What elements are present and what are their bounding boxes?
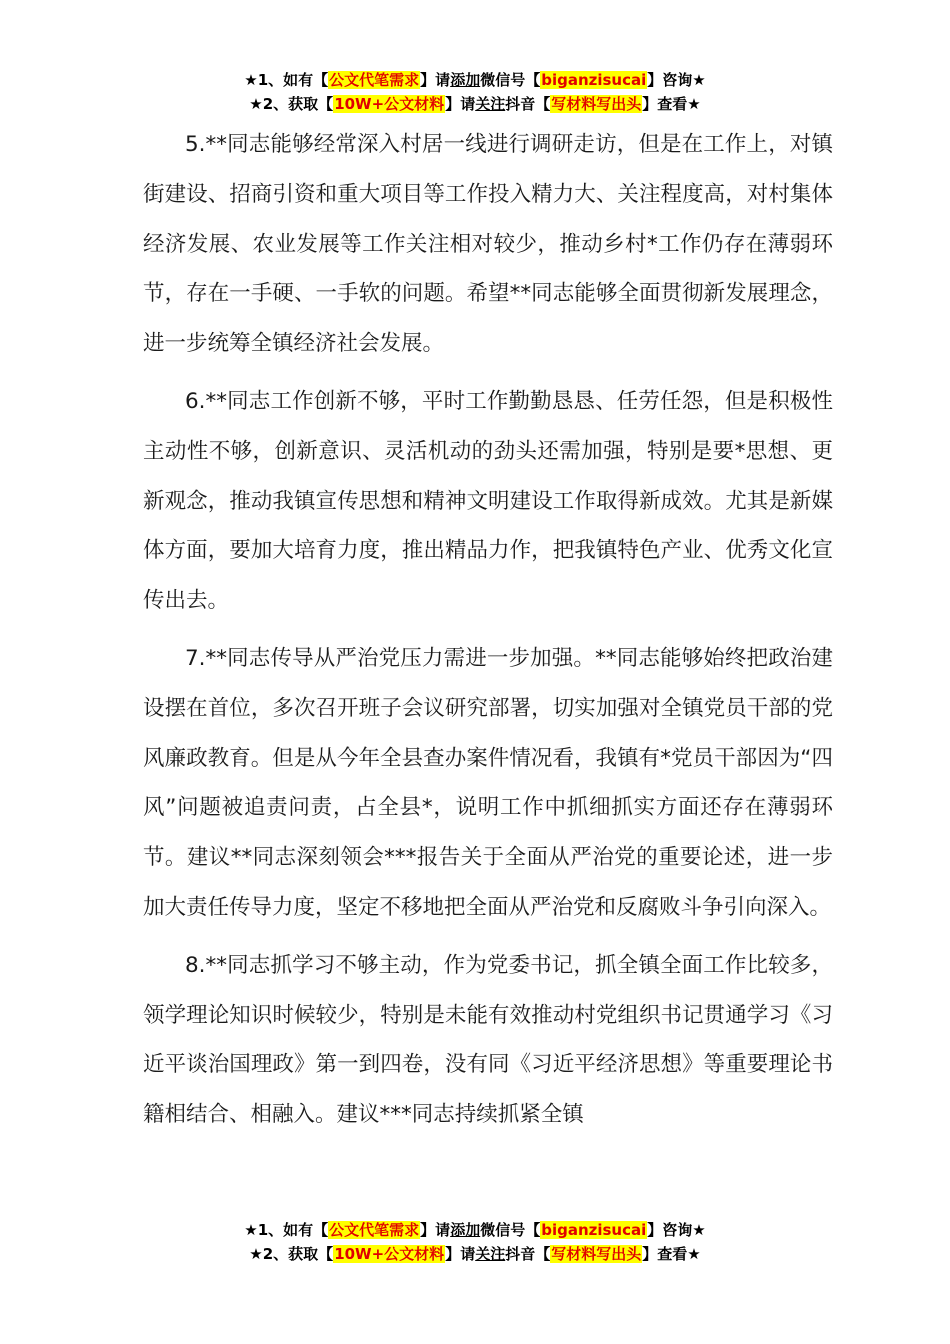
banner-text: ★2、获取【 <box>249 95 334 113</box>
banner-text: 】查看★ <box>642 95 701 113</box>
paragraph-6: 6.**同志工作创新不够，平时工作勤勤恳恳、任劳任怨，但是积极性主动性不够，创新意识、灵活机动的劲头还需加强，特别是要*思想、更新观念，推动我镇宣传思想和精神文明建设工作取得新成效。尤其是新媒体方面，要加大培育力度，推出精品力作，把我镇特色产业、优秀文化宣传出去。 <box>143 388 833 614</box>
banner-text: 】咨询★ <box>647 71 706 89</box>
banner-text: 】查看★ <box>642 1245 701 1263</box>
paragraph-5: 5.**同志能够经常深入村居一线进行调研走访，但是在工作上，对镇街建设、招商引资和重大项目等工作投入精力大、关注程度高，对村集体经济发展、农业发展等工作关注相对较少，推动乡村*工作仍存在薄弱环节，存在一手硬、一手软的问题。希望**同志能够全面贯彻新发展理念，进一步统筹全镇经济社会发展。 <box>143 132 833 357</box>
footer-banner <box>0 1218 950 1266</box>
wechat-id: biganzisucai <box>541 71 647 89</box>
douyin-account: 写材料写出头 <box>551 1245 642 1263</box>
banner-text: ★2、获取【 <box>249 1245 334 1263</box>
banner-text: 抖音【 <box>505 1245 551 1263</box>
document-body <box>143 120 833 1148</box>
banner-text: ★1、如有【 <box>244 71 329 89</box>
paragraph-7: 7.**同志传导从严治党压力需进一步加强。**同志能够始终把政治建设摆在首位，多次召开班子会议研究部署，切实加强对全镇党员干部的党风廉政教育。但是从今年全县查办案件情况看，我镇有*党员干部因为“四风”问题被追责问责，占全县*，说明工作中抓细抓实方面还存在薄弱环节。建议**同志深刻领会***报告关于全面从严治党的重要论述，进一步加大责任传导力度，坚定不移地把全面从严治党和反腐败斗争引向深入。 <box>143 645 833 920</box>
banner-text: 】请 <box>445 95 476 113</box>
banner-text: ★1、如有【 <box>244 1221 329 1239</box>
wechat-id: biganzisucai <box>541 1221 647 1239</box>
banner-text: 微信号【 <box>480 1221 541 1239</box>
banner-text: 】请 <box>420 71 451 89</box>
underlined-text: 关注 <box>475 95 506 113</box>
underlined-text: 添加 <box>450 71 481 89</box>
douyin-account: 写材料写出头 <box>551 95 642 113</box>
banner-text: 】咨询★ <box>647 1221 706 1239</box>
banner-line-1 <box>0 1218 950 1242</box>
banner-text: 微信号【 <box>480 71 541 89</box>
underlined-text: 关注 <box>475 1245 506 1263</box>
highlight-text: 公文代笔需求 <box>329 71 420 89</box>
header-banner <box>0 68 950 116</box>
highlight-text: 10W+公文材料 <box>334 95 445 113</box>
highlight-text: 公文代笔需求 <box>329 1221 420 1239</box>
paragraph-8: 8.**同志抓学习不够主动，作为党委书记，抓全镇全面工作比较多，领学理论知识时候较少，特别是未能有效推动村党组织书记贯通学习《习近平谈治国理政》第一到四卷，没有同《习近平经济思想》等重要理论书籍相结合、相融入。建议***同志持续抓紧全镇 <box>143 952 833 1128</box>
banner-text: 】请 <box>420 1221 451 1239</box>
banner-line-1 <box>0 68 950 92</box>
banner-text: 抖音【 <box>505 95 551 113</box>
banner-line-2 <box>0 92 950 116</box>
underlined-text: 添加 <box>450 1221 481 1239</box>
banner-text: 】请 <box>445 1245 476 1263</box>
highlight-text: 10W+公文材料 <box>334 1245 445 1263</box>
banner-line-2 <box>0 1242 950 1266</box>
